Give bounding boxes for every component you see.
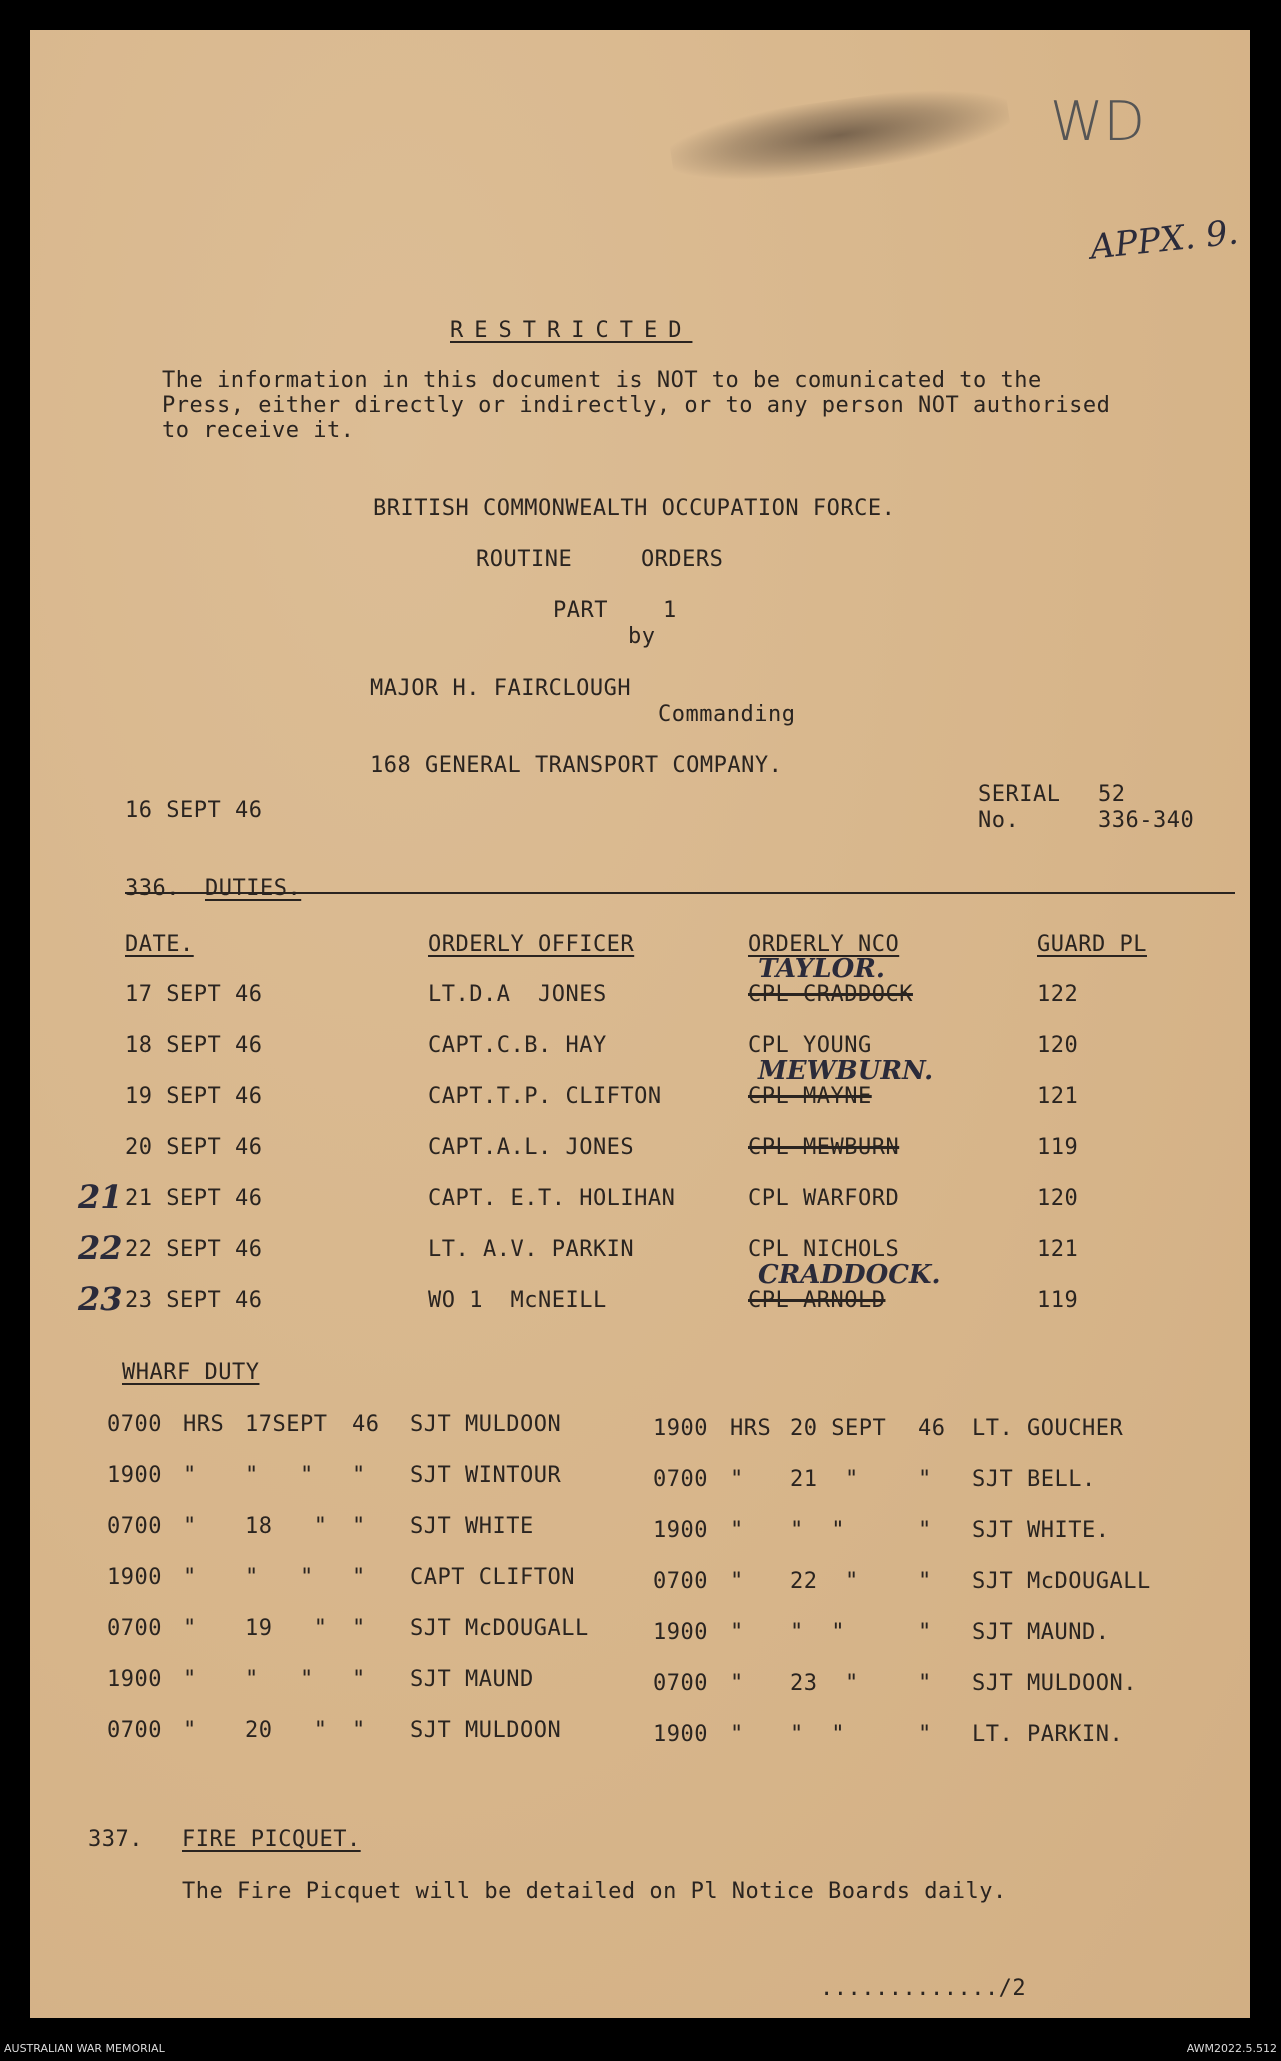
wharf-name: SJT WINTOUR — [410, 1463, 562, 1488]
force-title: BRITISH COMMONWEALTH OCCUPATION FORCE. — [373, 496, 896, 521]
wharf-time: 0700 — [107, 1616, 162, 1641]
duty-officer: LT. A.V. PARKIN — [428, 1237, 635, 1262]
wharf-year: " — [918, 1467, 932, 1492]
wharf-time: 0700 — [653, 1569, 708, 1594]
wharf-hrs: " — [730, 1671, 744, 1696]
stamp-wd: WD — [1050, 90, 1145, 153]
duty-guard: 121 — [1037, 1084, 1079, 1109]
wharf-hrs: " — [183, 1463, 197, 1488]
company-name: 168 GENERAL TRANSPORT COMPANY. — [370, 753, 783, 778]
wharf-date: 23 " — [790, 1671, 859, 1696]
wharf-name: SJT MULDOON — [410, 1412, 562, 1437]
wharf-time: 0700 — [107, 1718, 162, 1743]
col-date: DATE. — [125, 932, 194, 957]
wharf-year: " — [352, 1565, 366, 1590]
wharf-time: 0700 — [107, 1514, 162, 1539]
wharf-year: " — [352, 1616, 366, 1641]
wharf-name: SJT WHITE. — [972, 1518, 1110, 1543]
wharf-date: 21 " — [790, 1467, 859, 1492]
wharf-time: 1900 — [653, 1722, 708, 1747]
duty-guard: 120 — [1037, 1033, 1079, 1058]
duty-nco: CPL WARFORD — [748, 1186, 900, 1211]
no-value: 336-340 — [1098, 808, 1195, 833]
order-date: 16 SEPT 46 — [125, 798, 263, 823]
wharf-date: 17SEPT — [245, 1412, 328, 1437]
serial-value: 52 — [1098, 782, 1126, 807]
duty-date: 19 SEPT 46 — [125, 1084, 263, 1109]
wharf-name: SJT MAUND — [410, 1667, 534, 1692]
wharf-hrs: HRS — [730, 1416, 772, 1441]
duty-date: 17 SEPT 46 — [125, 982, 263, 1007]
duty-guard: 119 — [1037, 1135, 1079, 1160]
wharf-hrs: " — [183, 1718, 197, 1743]
wharf-name: CAPT CLIFTON — [410, 1565, 575, 1590]
duty-nco: CPL YOUNG — [748, 1033, 872, 1058]
by-line: by — [628, 624, 656, 649]
serial-label: SERIAL — [978, 782, 1061, 807]
wharf-hrs: " — [730, 1569, 744, 1594]
no-label: No. — [978, 808, 1020, 833]
wharf-year: " — [352, 1514, 366, 1539]
wharf-year: " — [918, 1569, 932, 1594]
wharf-date: " " — [245, 1463, 314, 1488]
wharf-time: 1900 — [653, 1620, 708, 1645]
wharf-name: SJT McDOUGALL — [410, 1616, 589, 1641]
wharf-name: SJT MULDOON. — [972, 1671, 1137, 1696]
col-orderly-officer: ORDERLY OFFICER — [428, 932, 635, 957]
wharf-name: SJT MULDOON — [410, 1718, 562, 1743]
duty-officer: CAPT.A.L. JONES — [428, 1135, 635, 1160]
wharf-time: 1900 — [107, 1667, 162, 1692]
wharf-date: 20 " — [245, 1718, 328, 1743]
duty-nco: CPL NICHOLS — [748, 1237, 900, 1262]
col-orderly-nco: ORDERLY NCO — [748, 932, 900, 957]
wharf-date: " " — [790, 1518, 845, 1543]
wharf-hrs: " — [730, 1722, 744, 1747]
wharf-name: SJT BELL. — [972, 1467, 1096, 1492]
duty-nco: CPL MAYNE — [748, 1084, 872, 1109]
duty-nco: CPL MEWBURN — [748, 1135, 900, 1160]
duty-nco: CPL CRADDOCK — [748, 982, 913, 1007]
wharf-name: LT. PARKIN. — [972, 1722, 1124, 1747]
wharf-hrs: " — [730, 1518, 744, 1543]
routine-orders: ROUTINE ORDERS — [476, 547, 724, 572]
wharf-date: " " — [245, 1565, 314, 1590]
duty-date: 20 SEPT 46 — [125, 1135, 263, 1160]
wharf-hrs: " — [730, 1620, 744, 1645]
footer-right: AWM2022.5.512 — [1186, 2042, 1277, 2055]
duties-number: 336. — [125, 876, 180, 901]
page-marker: ............./2 — [820, 1976, 1027, 2001]
wharf-year: 46 — [918, 1416, 946, 1441]
wharf-hrs: " — [183, 1514, 197, 1539]
wharf-time: 0700 — [653, 1467, 708, 1492]
wharf-year: " — [352, 1667, 366, 1692]
part-number: PART 1 — [553, 598, 677, 623]
duty-guard: 119 — [1037, 1288, 1079, 1313]
footer-left: AUSTRALIAN WAR MEMORIAL — [4, 2042, 165, 2055]
wharf-date: " " — [790, 1620, 845, 1645]
wharf-hrs: HRS — [183, 1412, 225, 1437]
commanding-label: Commanding — [658, 702, 796, 727]
wharf-year: " — [352, 1718, 366, 1743]
wharf-date: 18 " — [245, 1514, 328, 1539]
duty-officer: CAPT.T.P. CLIFTON — [428, 1084, 662, 1109]
duty-officer: WO 1 McNEILL — [428, 1288, 607, 1313]
wharf-date: " " — [790, 1722, 845, 1747]
wharf-year: " — [918, 1671, 932, 1696]
wharf-time: 0700 — [107, 1412, 162, 1437]
wharf-hrs: " — [183, 1667, 197, 1692]
wharf-time: 0700 — [653, 1671, 708, 1696]
wharf-year: 46 — [352, 1412, 380, 1437]
document-page — [30, 30, 1250, 2018]
wharf-date: 19 " — [245, 1616, 328, 1641]
notice-line-1: The information in this document is NOT to be comunicated to the — [162, 368, 1042, 393]
wharf-date: 22 " — [790, 1569, 859, 1594]
duty-date: 23 SEPT 46 — [125, 1288, 263, 1313]
notice-line-3: to receive it. — [162, 418, 355, 443]
duty-guard: 122 — [1037, 982, 1079, 1007]
duty-date-handwritten: 22 — [78, 1229, 123, 1267]
wharf-hrs: " — [183, 1616, 197, 1641]
wharf-hrs: " — [730, 1467, 744, 1492]
fire-text: The Fire Picquet will be detailed on Pl Notice Boards daily. — [182, 1879, 1007, 1904]
wharf-name: LT. GOUCHER — [972, 1416, 1124, 1441]
duty-date: 21 SEPT 46 — [125, 1186, 263, 1211]
duty-nco-handwritten: TAYLOR. — [758, 954, 885, 984]
officer-name: MAJOR H. FAIRCLOUGH — [370, 676, 632, 701]
classification: RESTRICTED — [450, 318, 693, 343]
duty-date-handwritten: 23 — [78, 1280, 123, 1318]
duties-heading: DUTIES. — [205, 876, 302, 901]
duty-guard: 120 — [1037, 1186, 1079, 1211]
ink-smudge — [667, 77, 1013, 194]
duty-nco-handwritten: CRADDOCK. — [758, 1260, 941, 1290]
duty-date-handwritten: 21 — [78, 1178, 123, 1216]
duty-nco-handwritten: MEWBURN. — [758, 1056, 934, 1086]
duty-officer: LT.D.A JONES — [428, 982, 607, 1007]
duty-officer: CAPT. E.T. HOLIHAN — [428, 1186, 676, 1211]
wharf-time: 1900 — [107, 1565, 162, 1590]
wharf-date: " " — [245, 1667, 314, 1692]
wharf-hrs: " — [183, 1565, 197, 1590]
col-guard-pl: GUARD PL — [1037, 932, 1147, 957]
wharf-date: 20 SEPT — [790, 1416, 887, 1441]
duty-date: 18 SEPT 46 — [125, 1033, 263, 1058]
duty-date: 22 SEPT 46 — [125, 1237, 263, 1262]
stamp-appx: APPX. 9. — [1088, 212, 1241, 268]
wharf-year: " — [918, 1518, 932, 1543]
wharf-year: " — [918, 1722, 932, 1747]
duty-nco: CPL ARNOLD — [748, 1288, 886, 1313]
duty-guard: 121 — [1037, 1237, 1079, 1262]
wharf-time: 1900 — [107, 1463, 162, 1488]
wharf-name: SJT McDOUGALL — [972, 1569, 1151, 1594]
duty-officer: CAPT.C.B. HAY — [428, 1033, 607, 1058]
wharf-year: " — [918, 1620, 932, 1645]
wharf-year: " — [352, 1463, 366, 1488]
wharf-name: SJT WHITE — [410, 1514, 534, 1539]
wharf-time: 1900 — [653, 1416, 708, 1441]
wharf-time: 1900 — [653, 1518, 708, 1543]
fire-number: 337. — [88, 1827, 143, 1852]
notice-line-2: Press, either directly or indirectly, or to any person NOT authorised — [162, 393, 1111, 418]
wharf-heading: WHARF DUTY — [122, 1360, 260, 1385]
fire-heading: FIRE PICQUET. — [182, 1827, 361, 1852]
wharf-name: SJT MAUND. — [972, 1620, 1110, 1645]
